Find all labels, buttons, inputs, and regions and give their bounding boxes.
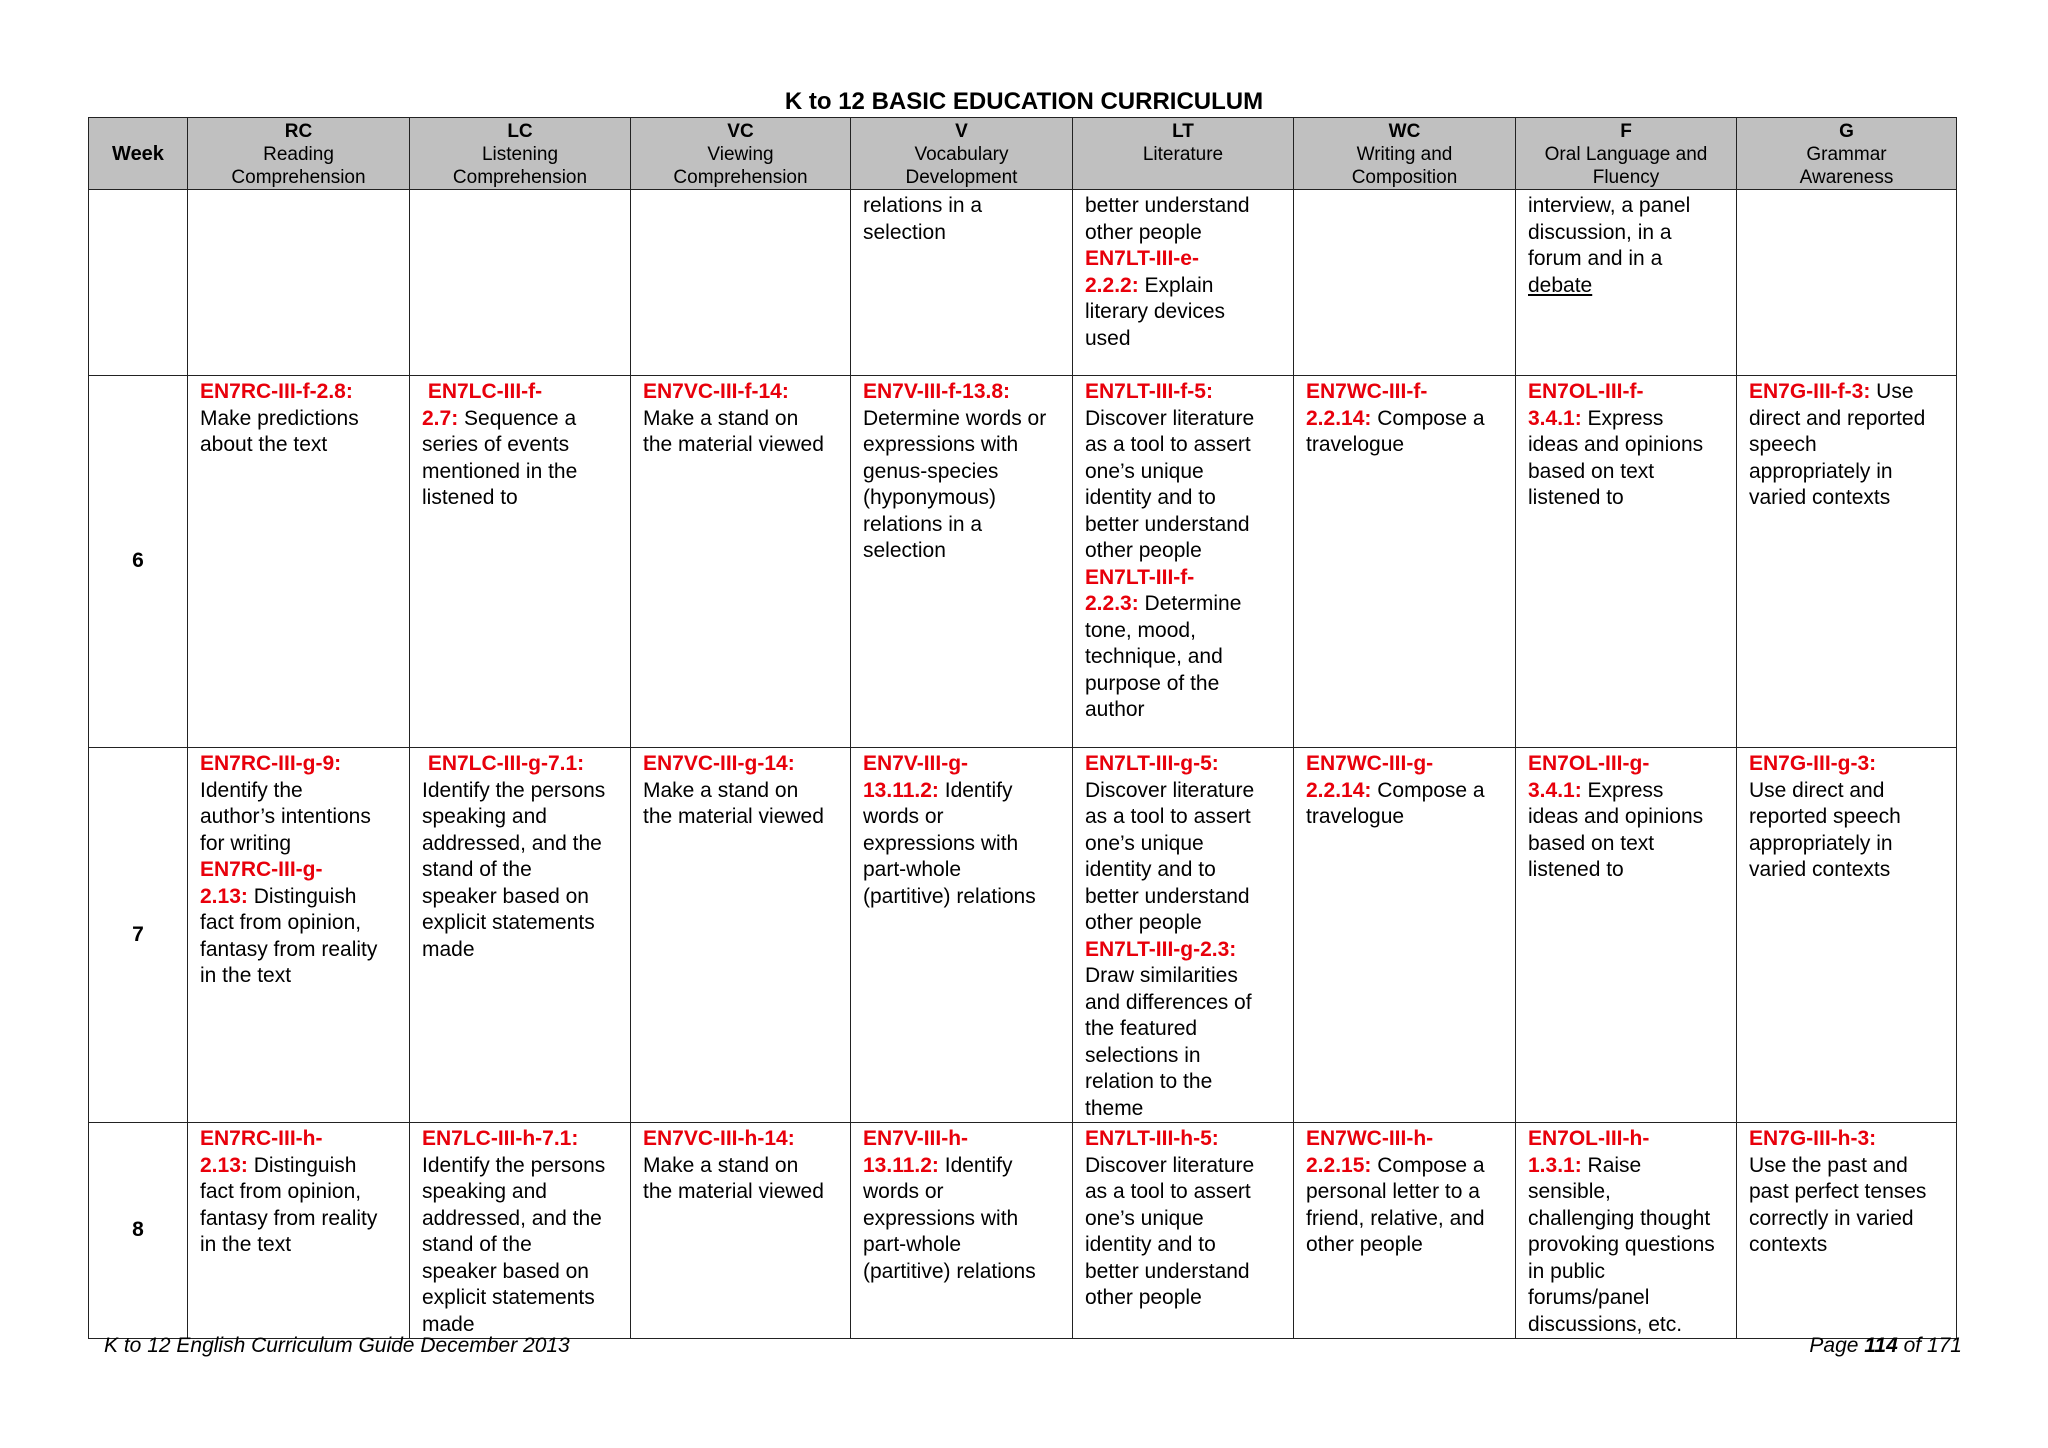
cell-lt (1073, 748, 1294, 1123)
competency-code: EN7RC-III-f-2.8: (200, 380, 353, 403)
cell-lc (410, 1123, 631, 1339)
cell-g (1737, 376, 1957, 748)
competency-text: Make a stand on the material viewed (643, 406, 824, 456)
header-abbr: G (1839, 121, 1854, 142)
cell-rc (188, 748, 410, 1123)
underlined-text: debate (1528, 273, 1593, 297)
header-lc (410, 118, 631, 190)
header-abbr: RC (284, 121, 313, 142)
table-row (89, 1123, 1957, 1339)
header-abbr: LT (1172, 121, 1194, 142)
competency-text: Use the past and past perfect tenses correctly in varied contexts (1749, 1153, 1927, 1256)
competency-code: EN7VC-III-f-14: (643, 380, 789, 403)
competency-text: Discover literature as a tool to assert one’s unique identity and to better understand other people (1085, 778, 1255, 934)
competency-text: Express ideas and opinions based on text listened to (1528, 778, 1704, 881)
competency-code: EN7WC-III-f- 2.2.14: (1306, 380, 1428, 430)
table-row (89, 190, 1957, 376)
header-label: Writing and Composition (1351, 144, 1458, 188)
table-body (89, 190, 1957, 1339)
competency-text: Identify words or expressions with part-whole (partitive) relations (863, 778, 1036, 908)
header-v (851, 118, 1073, 190)
header-wc (1294, 118, 1516, 190)
cell-wc (1294, 376, 1516, 748)
cell-vc (631, 376, 851, 748)
cell-lc (410, 190, 631, 376)
cell-v (851, 190, 1073, 376)
competency-code: EN7WC-III-g- 2.2.14: (1306, 752, 1434, 802)
cell-f (1516, 1123, 1737, 1339)
competency-code: EN7G-III-g-3: (1749, 752, 1877, 775)
page-prefix: Page (1809, 1334, 1865, 1357)
competency-text: better understand other people (1085, 194, 1250, 244)
competency-text: Discover literature as a tool to assert one’s unique identity and to better understand other people (1085, 406, 1255, 562)
competency-code: EN7G-III-h-3: (1749, 1127, 1877, 1150)
competency-code: EN7G-III-f-3: (1749, 380, 1871, 403)
header-abbr: F (1620, 121, 1632, 142)
competency-code: EN7LT-III-g-5: (1085, 752, 1219, 775)
cell-lt (1073, 1123, 1294, 1339)
cell-g (1737, 190, 1957, 376)
competency-text: Make a stand on the material viewed (643, 1153, 824, 1203)
cell-lc (410, 376, 631, 748)
competency-code: EN7OL-III-f- 3.4.1: (1528, 380, 1644, 430)
cell-v (851, 376, 1073, 748)
cell-vc (631, 190, 851, 376)
header-vc (631, 118, 851, 190)
competency-code: EN7V-III-g- 13.11.2: (863, 752, 969, 802)
competency-text: Make a stand on the material viewed (643, 778, 824, 828)
competency-code: EN7LT-III-f- 2.2.3: (1085, 565, 1195, 615)
competency-code: EN7WC-III-h- 2.2.15: (1306, 1127, 1434, 1177)
competency-code: EN7OL-III-h- 1.3.1: (1528, 1127, 1650, 1177)
header-label: Viewing Comprehension (673, 144, 808, 188)
header-label: Vocabulary Development (905, 144, 1018, 188)
competency-code: EN7VC-III-h-14: (643, 1127, 795, 1150)
table-row (89, 748, 1957, 1123)
competency-text: Explain literary devices used (1085, 273, 1226, 350)
competency-text: Identify the persons speaking and addressed, and the stand of the speaker based on explicit statements made (422, 1153, 606, 1336)
header-label: Reading Comprehension (231, 144, 366, 188)
header-week: Week (89, 118, 188, 190)
competency-code: EN7V-III-f-13.8: (863, 380, 1011, 403)
page-title: K to 12 BASIC EDUCATION CURRICULUM (784, 88, 1264, 115)
footer-page-number (1809, 1334, 1962, 1358)
cell-lt (1073, 190, 1294, 376)
header-label: Grammar Awareness (1799, 144, 1894, 188)
competency-text: Distinguish fact from opinion, fantasy from reality in the text (200, 884, 378, 987)
cell-g (1737, 1123, 1957, 1339)
header-row (89, 118, 1957, 190)
competency-code: EN7LC-III-g-7.1: (422, 752, 585, 775)
header-label: Literature (1142, 144, 1224, 165)
competency-code: EN7LT-III-f-5: (1085, 380, 1213, 403)
header-label: Listening Comprehension (452, 144, 588, 188)
cell-rc (188, 376, 410, 748)
competency-text: Distinguish fact from opinion, fantasy from reality in the text (200, 1153, 378, 1256)
competency-text: Determine tone, mood, technique, and purpose of the author (1085, 592, 1242, 721)
competency-text: Discover literature as a tool to assert one’s unique identity and to better understand other people (1085, 1153, 1255, 1309)
competency-code: EN7RC-III-g- 2.13: (200, 858, 323, 908)
competency-text: interview, a panel discussion, in a forum and in a (1528, 194, 1691, 270)
cell-v (851, 748, 1073, 1123)
competency-code: EN7RC-III-g-9: (200, 752, 342, 775)
cell-wc (1294, 748, 1516, 1123)
curriculum-table (88, 117, 1957, 1339)
table-row (89, 376, 1957, 748)
cell-wc (1294, 1123, 1516, 1339)
cell-vc (631, 1123, 851, 1339)
cell-vc (631, 748, 851, 1123)
cell-v (851, 1123, 1073, 1339)
competency-text: Sequence a series of events mentioned in the listened to (422, 406, 578, 509)
cell-rc (188, 1123, 410, 1339)
cell-lc (410, 748, 631, 1123)
competency-text: Identify the persons speaking and addressed, and the stand of the speaker based on explicit statements made (422, 778, 606, 961)
competency-text: Use direct and reported speech appropriately in varied contexts (1749, 380, 1926, 509)
week-number: 7 (89, 748, 188, 1123)
header-f (1516, 118, 1737, 190)
header-label: Oral Language and Fluency (1544, 144, 1708, 188)
cell-rc (188, 190, 410, 376)
competency-code: EN7V-III-h- 13.11.2: (863, 1127, 969, 1177)
competency-code: EN7LT-III-h-5: (1085, 1127, 1219, 1150)
header-abbr: V (955, 121, 968, 142)
header-lt (1073, 118, 1294, 190)
competency-text: Compose a travelogue (1306, 778, 1485, 828)
competency-code: EN7LT-III-g-2.3: (1085, 937, 1237, 961)
competency-code: EN7RC-III-h- 2.13: (200, 1127, 323, 1177)
competency-text: Use direct and reported speech appropriately in varied contexts (1749, 778, 1901, 881)
competency-code: EN7LC-III-h-7.1: (422, 1127, 579, 1150)
cell-f (1516, 190, 1737, 376)
week-number (89, 190, 188, 376)
cell-f (1516, 376, 1737, 748)
competency-text: Identify words or expressions with part-whole (partitive) relations (863, 1153, 1036, 1283)
footer-guide-title: K to 12 English Curriculum Guide December 2013 (104, 1334, 570, 1357)
competency-text: Express ideas and opinions based on text listened to (1528, 406, 1704, 509)
week-number: 8 (89, 1123, 188, 1339)
competency-code: EN7VC-III-g-14: (643, 752, 795, 775)
competency-text: relations in a selection (863, 194, 983, 244)
cell-lt (1073, 376, 1294, 748)
competency-code: EN7LT-III-e- 2.2.2: (1085, 247, 1199, 297)
competency-text: Compose a travelogue (1306, 406, 1485, 456)
header-g (1737, 118, 1957, 190)
header-abbr: VC (727, 121, 754, 142)
header-abbr: WC (1388, 121, 1421, 142)
competency-text: Make predictions about the text (200, 406, 359, 456)
competency-text: Identify the author’s intentions for writing (200, 778, 371, 855)
page-current: 114 (1864, 1334, 1898, 1357)
competency-text: Compose a personal letter to a friend, relative, and other people (1306, 1153, 1485, 1256)
competency-code: EN7OL-III-g- 3.4.1: (1528, 752, 1650, 802)
cell-wc (1294, 190, 1516, 376)
cell-g (1737, 748, 1957, 1123)
competency-code: EN7LC-III-f- 2.7: (422, 380, 543, 430)
header-rc (188, 118, 410, 190)
cell-f (1516, 748, 1737, 1123)
header-abbr: LC (507, 121, 533, 142)
competency-text: Draw similarities and differences of the featured selections in relation to the theme (1085, 964, 1252, 1120)
week-number: 6 (89, 376, 188, 748)
competency-text: Determine words or expressions with genus-species (hyponymous) relations in a selection (863, 406, 1047, 562)
competency-text: Raise sensible, challenging thought provoking questions in public forums/panel discussions, etc. (1528, 1153, 1715, 1336)
page-suffix: of 171 (1897, 1334, 1962, 1357)
